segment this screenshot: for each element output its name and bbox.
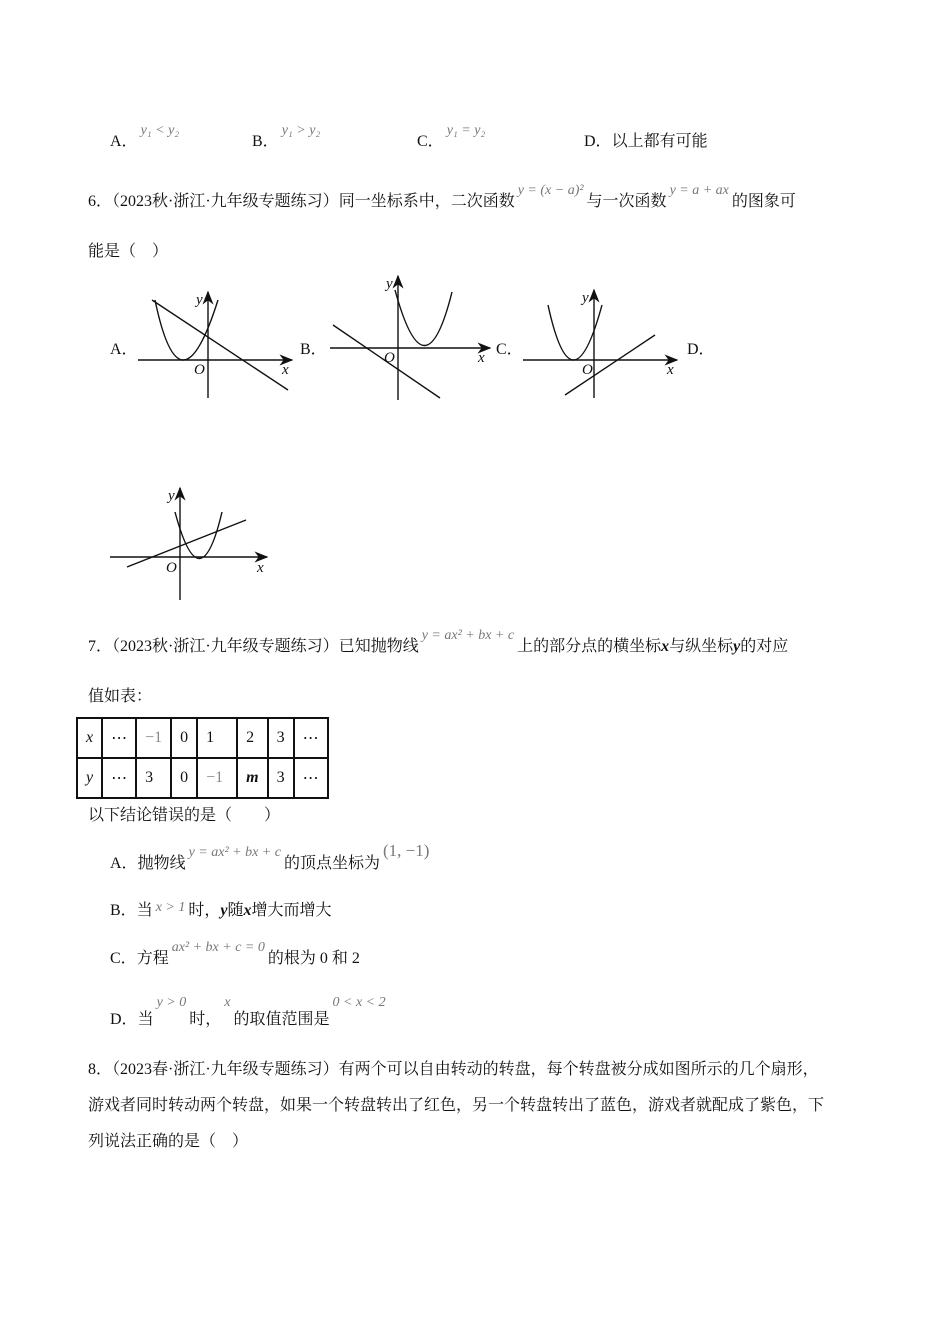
value-table	[76, 717, 329, 799]
q-source: （2023秋·浙江·九年级专题练习）	[112, 638, 339, 655]
option-label: A．	[110, 855, 138, 872]
text: 与一次函数	[586, 193, 667, 210]
q8-line-3: 列说法正确的是（ ）	[88, 1133, 249, 1150]
origin-label: O	[166, 560, 177, 576]
graph-a	[138, 292, 292, 398]
y-axis-label: y	[168, 488, 175, 504]
q7-option-b	[110, 901, 332, 922]
q6-option-a-label: A．	[110, 341, 138, 358]
q6-option-b-label: B．	[300, 341, 327, 358]
q7-stem	[88, 628, 789, 658]
math: y₁ > y₂	[281, 123, 321, 138]
table-cell: m	[237, 758, 267, 798]
q6-option-c-label: C．	[496, 341, 523, 358]
var: y	[220, 902, 228, 919]
text: 随	[227, 902, 244, 919]
y-axis-label: y	[582, 290, 589, 306]
text: 当	[137, 1011, 154, 1028]
x-axis-label: x	[667, 362, 674, 378]
var: x	[661, 638, 670, 655]
q7-prompt: 以下结论错误的是（ ）	[88, 807, 281, 824]
option-label: C．	[110, 950, 137, 967]
table-cell: y	[77, 758, 102, 798]
q8-line-1: 8．（2023春·浙江·九年级专题练习）有两个可以自由转动的转盘，每个转盘被分成如图所示的几个扇形，	[88, 1061, 819, 1078]
option-label: B．	[110, 902, 137, 919]
table-cell: 3	[268, 718, 294, 758]
x-axis-label: x	[478, 350, 485, 366]
text: 当	[136, 902, 153, 919]
origin-label: O	[384, 350, 395, 366]
math: y = ax² + bx + c	[421, 628, 515, 643]
math: y₁ < y₂	[140, 123, 180, 138]
table-cell: ⋯	[294, 758, 328, 798]
table-cell: ⋯	[294, 718, 328, 758]
y-axis-label: y	[196, 292, 203, 308]
q-number: 7．	[88, 638, 113, 655]
math: y > 0	[156, 995, 187, 1010]
option-label: B．	[252, 133, 279, 150]
var: y	[733, 638, 741, 655]
origin-label: O	[194, 362, 205, 378]
table-cell: 3	[136, 758, 171, 798]
math: x > 1	[155, 900, 186, 915]
q-source: （2023秋·浙江·九年级专题练习）	[112, 193, 339, 210]
table-cell: 0	[171, 758, 197, 798]
graph-b	[330, 276, 490, 400]
q8-line-2: 游戏者同时转动两个转盘，如果一个转盘转出了红色，另一个转盘转出了蓝色，游戏者就配成了紫色，下	[88, 1097, 825, 1114]
math: y₁ = y₂	[446, 123, 486, 138]
math: x	[224, 995, 231, 1010]
option-label: A．	[110, 133, 138, 150]
text: 增大而增大	[251, 902, 332, 919]
q7-option-d	[110, 995, 389, 1031]
option-label: C．	[417, 133, 444, 150]
graph-c	[523, 290, 677, 398]
math: (1, −1)	[383, 841, 430, 860]
table-cell: 3	[268, 758, 294, 798]
math: ax² + bx + c = 0	[171, 940, 265, 955]
table-row-x	[77, 718, 328, 758]
math: y = ax² + bx + c	[188, 845, 281, 860]
x-axis-label: x	[257, 560, 264, 576]
q7-option-a	[110, 841, 432, 875]
math: 0 < x < 2	[332, 995, 386, 1010]
text: 的对应	[740, 638, 789, 655]
table-cell: ⋯	[102, 758, 136, 798]
q6-stem-cont: 能是（ ）	[88, 243, 169, 260]
x-axis-label: x	[282, 362, 289, 378]
table-cell: ⋯	[102, 718, 136, 758]
option-label: D．	[110, 1011, 138, 1028]
text: 抛物线	[137, 855, 186, 872]
math: y = a + ax	[669, 183, 729, 198]
table-cell: 0	[171, 718, 197, 758]
q-number: 6．	[88, 193, 113, 210]
origin-label: O	[582, 362, 593, 378]
text: 已知抛物线	[338, 638, 419, 655]
math: y = (x − a)²	[517, 183, 584, 198]
text: 的取值范围是	[233, 1011, 330, 1028]
table-cell: −1	[136, 718, 171, 758]
table-cell: 2	[237, 718, 267, 758]
text: 方程	[136, 950, 169, 967]
q7-option-c	[110, 940, 360, 970]
q6-option-d-label: D．	[687, 341, 715, 358]
table-cell: 1	[197, 718, 237, 758]
table-row-y	[77, 758, 328, 798]
var: x	[243, 902, 252, 919]
option-text: 以上都有可能	[611, 133, 708, 150]
text: 同一坐标系中，二次函数	[338, 193, 515, 210]
text: 时，	[188, 902, 221, 919]
q7-stem-cont: 值如表：	[88, 688, 153, 705]
text: 上的部分点的横坐标	[517, 638, 662, 655]
text: 时，	[189, 1011, 222, 1028]
text: 的图象可	[731, 193, 796, 210]
table-cell: −1	[197, 758, 237, 798]
y-axis-label: y	[386, 276, 393, 292]
text: 与纵坐标	[669, 638, 734, 655]
text: 的根为 0 和 2	[267, 950, 360, 967]
text: 的顶点坐标为	[283, 855, 380, 872]
option-label: D．	[584, 133, 612, 150]
graph-d	[110, 488, 267, 600]
table-cell: x	[77, 718, 102, 758]
